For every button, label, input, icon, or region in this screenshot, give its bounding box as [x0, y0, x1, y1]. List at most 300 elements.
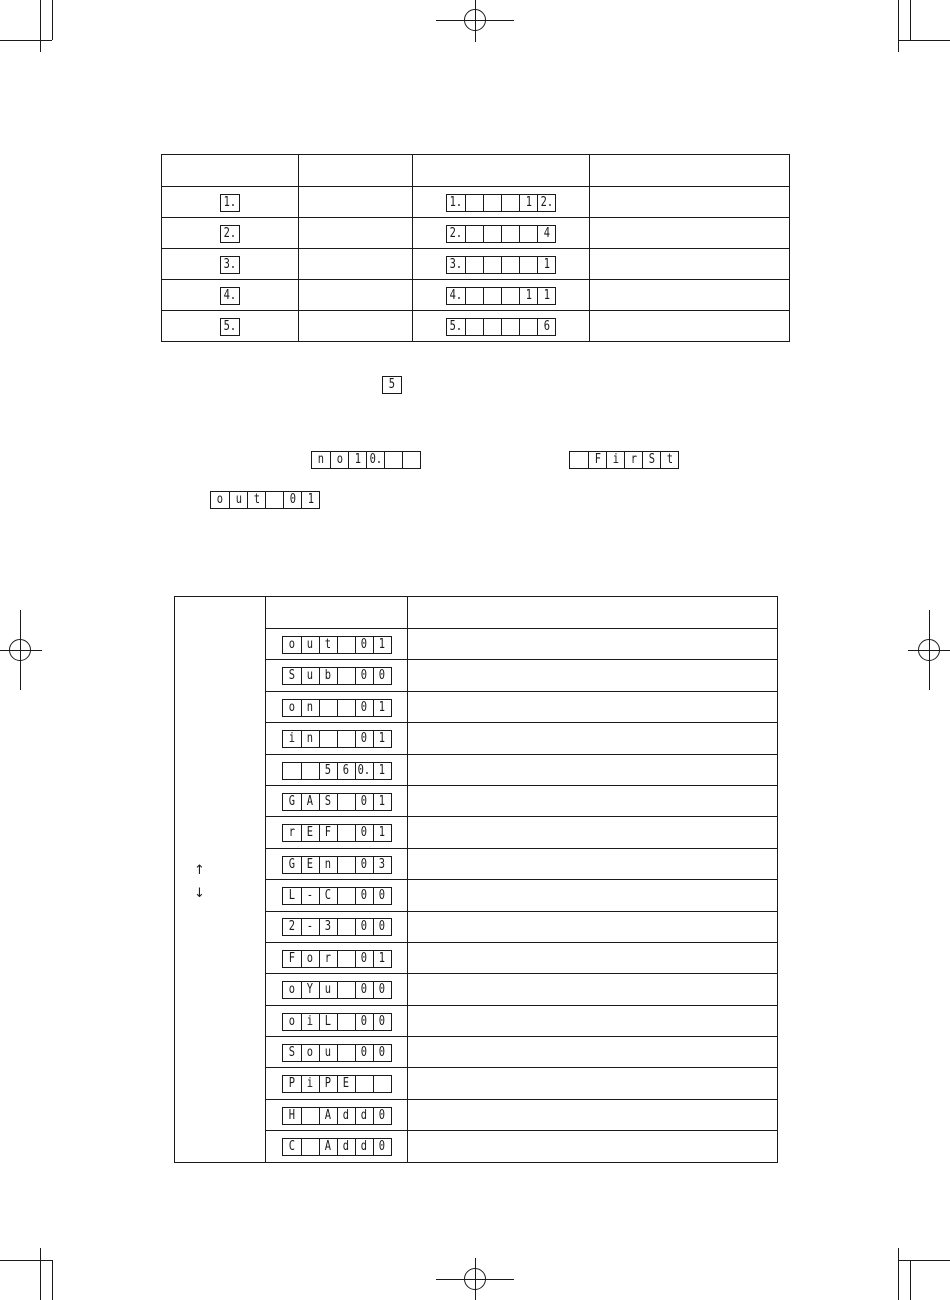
lcd-segment [355, 731, 373, 747]
lcd-char: E [306, 825, 314, 841]
lcd-segment [624, 452, 642, 468]
lcd-display [446, 287, 556, 305]
lcd-char: r [288, 825, 295, 841]
lcd-segment [355, 763, 373, 779]
lcd-char: r [630, 451, 637, 467]
lcd-char: b [324, 668, 332, 684]
table-cell [413, 187, 590, 218]
lcd-display [282, 950, 392, 968]
lcd-segment [384, 452, 402, 468]
lcd-char: A [324, 1139, 332, 1155]
lcd-char: u [306, 668, 314, 684]
lcd-display [282, 793, 392, 811]
lcd-segment [483, 288, 501, 304]
table-cell [590, 311, 790, 342]
lcd-char: A [324, 1107, 332, 1123]
lcd-char: o [306, 1045, 314, 1061]
table-cell [266, 629, 408, 660]
table-cell [266, 1099, 408, 1130]
table-cell [266, 1068, 408, 1099]
table-cell [408, 1099, 778, 1130]
lcd-segment [337, 1139, 355, 1155]
lcd-char: 0 [360, 950, 368, 966]
lcd-char: H [288, 1107, 295, 1123]
lcd-segment [465, 319, 483, 335]
lcd-segment [501, 257, 519, 273]
lcd-segment [447, 257, 465, 273]
lcd-char: o [306, 950, 314, 966]
lcd-segment [283, 951, 301, 967]
lcd-segment [301, 982, 319, 998]
lcd-segment [301, 492, 319, 508]
lcd-segment [337, 637, 355, 653]
lcd-char: 1. [223, 194, 237, 210]
lcd-segment [501, 319, 519, 335]
lcd-segment [570, 452, 588, 468]
lcd-segment [283, 825, 301, 841]
lcd-char: d [360, 1139, 368, 1155]
header-cell [408, 597, 778, 629]
lcd-segment [337, 1076, 355, 1092]
lcd-segment [337, 982, 355, 998]
lcd-segment [319, 731, 337, 747]
lcd-segment [319, 1076, 337, 1092]
lcd-char: n [306, 699, 314, 715]
lcd-segment [660, 452, 678, 468]
table-cell [266, 911, 408, 942]
table-cell [266, 880, 408, 911]
lcd-char: u [324, 1045, 332, 1061]
lcd-segment [373, 888, 391, 904]
table-cell [266, 817, 408, 848]
lcd-char: n [317, 451, 325, 467]
lcd-segment [373, 1108, 391, 1124]
lcd-char: i [612, 451, 619, 467]
lcd-segment [337, 1045, 355, 1061]
lcd-segment [355, 700, 373, 716]
lcd-segment [465, 288, 483, 304]
lcd-display [446, 318, 556, 336]
lcd-segment [373, 700, 391, 716]
lcd-char: 0 [378, 668, 386, 684]
lcd-char: 0 [360, 888, 368, 904]
lcd-display [382, 376, 402, 394]
table-row [175, 1037, 778, 1068]
lcd-char: F [324, 825, 332, 841]
lcd-segment [319, 1014, 337, 1030]
lcd-segment [283, 492, 301, 508]
header-cell [162, 155, 299, 187]
table-cell [299, 280, 413, 311]
table-cell [299, 311, 413, 342]
table-cell [266, 848, 408, 879]
lcd-segment [301, 763, 319, 779]
lcd-segment [337, 888, 355, 904]
table-cell [408, 1037, 778, 1068]
table-cell [408, 785, 778, 816]
lcd-segment [465, 257, 483, 273]
lcd-char: 0 [378, 888, 386, 904]
lcd-display [282, 1138, 392, 1156]
lcd-display [282, 667, 392, 685]
lcd-segment [283, 731, 301, 747]
lcd-char: 2 [288, 919, 295, 935]
lcd-segment [312, 452, 330, 468]
table-cell [590, 187, 790, 218]
lcd-char: 0 [360, 1013, 368, 1029]
lcd-char: 0 [378, 1139, 386, 1155]
lcd-char: o [288, 982, 295, 998]
lcd-char: Y [306, 982, 314, 998]
table-cell [408, 1005, 778, 1036]
table-cell [266, 1037, 408, 1068]
lcd-char: P [288, 1076, 295, 1092]
lcd-segment [319, 888, 337, 904]
lcd-segment [337, 1014, 355, 1030]
table-header-row [175, 597, 778, 629]
lcd-char: 2. [223, 225, 237, 241]
lcd-segment [373, 731, 391, 747]
lcd-display [282, 887, 392, 905]
table-row [175, 942, 778, 973]
lcd-char: 1 [525, 287, 532, 303]
lcd-segment [301, 1076, 319, 1092]
lcd-segment [319, 919, 337, 935]
lcd-char: d [342, 1107, 350, 1123]
lcd-segment [355, 919, 373, 935]
lcd-segment [373, 668, 391, 684]
lcd-char: o [336, 451, 343, 467]
lcd-char: 1 [307, 491, 314, 507]
table-cell [266, 974, 408, 1005]
lcd-segment [283, 794, 301, 810]
lcd-segment [337, 668, 355, 684]
lcd-char: t [666, 451, 673, 467]
table-cell [266, 1131, 408, 1162]
lcd-segment [283, 1014, 301, 1030]
lcd-char: d [342, 1139, 350, 1155]
lcd-segment [319, 1139, 337, 1155]
lcd-segment [229, 492, 247, 508]
lcd-char: 0 [360, 668, 368, 684]
lcd-segment [319, 637, 337, 653]
table-row [175, 817, 778, 848]
lcd-segment [483, 226, 501, 242]
lcd-char: o [288, 636, 295, 652]
lcd-segment [373, 637, 391, 653]
lcd-char: 5. [449, 318, 463, 334]
lcd-char: 0 [360, 982, 368, 998]
lcd-display [282, 824, 392, 842]
lcd-segment [483, 319, 501, 335]
lcd-char: 6 [342, 762, 350, 778]
lcd-segment [337, 1108, 355, 1124]
lcd-segment [221, 288, 239, 304]
lcd-char: 0 [360, 825, 368, 841]
table-cell [299, 249, 413, 280]
lcd-segment [283, 763, 301, 779]
lcd-segment [501, 226, 519, 242]
lcd-segment [337, 857, 355, 873]
lcd-segment [319, 1108, 337, 1124]
header-cell [413, 155, 590, 187]
lcd-display [282, 762, 392, 780]
lcd-segment [355, 794, 373, 810]
lcd-segment [337, 763, 355, 779]
lcd-char: 1 [378, 950, 386, 966]
lcd-segment [373, 794, 391, 810]
first-display [569, 449, 679, 469]
lcd-segment [283, 888, 301, 904]
lcd-segment [247, 492, 265, 508]
table-cell [413, 311, 590, 342]
lcd-segment [606, 452, 624, 468]
lcd-char: 3 [378, 856, 386, 872]
table-cell [408, 880, 778, 911]
table-cell [162, 280, 299, 311]
lcd-segment [319, 794, 337, 810]
lcd-char: n [306, 731, 314, 747]
lcd-char: 3. [223, 256, 237, 272]
lcd-segment [283, 982, 301, 998]
table-cell [408, 911, 778, 942]
lcd-segment [373, 825, 391, 841]
lcd-segment [283, 1108, 301, 1124]
lcd-char: 3 [324, 919, 332, 935]
lcd-char: r [324, 950, 332, 966]
lcd-char: 1. [449, 194, 463, 210]
lcd-segment [483, 257, 501, 273]
lcd-display [446, 256, 556, 274]
lcd-segment [373, 1045, 391, 1061]
lcd-char: u [324, 982, 332, 998]
table-row [175, 660, 778, 691]
lcd-char: t [324, 636, 332, 652]
lcd-segment [373, 1076, 391, 1092]
lcd-char: P [324, 1076, 332, 1092]
lcd-segment [221, 195, 239, 211]
lcd-segment [588, 452, 606, 468]
lcd-segment [283, 1076, 301, 1092]
lcd-segment [537, 288, 555, 304]
table-row [175, 1005, 778, 1036]
lcd-segment [355, 1108, 373, 1124]
lcd-segment [283, 1139, 301, 1155]
lcd-segment [301, 794, 319, 810]
lcd-segment [319, 951, 337, 967]
lcd-segment [301, 1045, 319, 1061]
lcd-segment [373, 857, 391, 873]
table-cell [413, 249, 590, 280]
table-cell [162, 249, 299, 280]
lcd-segment [283, 700, 301, 716]
lcd-char: 1 [378, 699, 386, 715]
table-row [175, 629, 778, 660]
lcd-segment [642, 452, 660, 468]
lcd-char: 0 [360, 793, 368, 809]
table-cell [408, 629, 778, 660]
lcd-char: 0 [360, 856, 368, 872]
lcd-segment [221, 226, 239, 242]
lcd-char: L [288, 888, 295, 904]
lcd-segment [319, 668, 337, 684]
lcd-char: 0 [360, 1045, 368, 1061]
table-row [175, 911, 778, 942]
lcd-char: - [306, 888, 314, 904]
lcd-segment [465, 195, 483, 211]
lcd-char: d [360, 1107, 368, 1123]
down-arrow-icon: ↓ [194, 886, 205, 901]
table-row [175, 691, 778, 722]
lcd-display [282, 1107, 392, 1125]
lcd-char: 0 [360, 731, 368, 747]
table-cell [408, 942, 778, 973]
table-cell [413, 280, 590, 311]
lcd-segment [373, 951, 391, 967]
lcd-char: 4. [449, 287, 463, 303]
table-row [175, 1131, 778, 1162]
lcd-display [282, 1013, 392, 1031]
lcd-display [282, 918, 392, 936]
lcd-char: 1 [525, 194, 532, 210]
lcd-segment [319, 857, 337, 873]
lcd-segment [355, 1014, 373, 1030]
lcd-segment [221, 257, 239, 273]
table-cell [266, 660, 408, 691]
lcd-segment [355, 951, 373, 967]
lcd-segment [537, 226, 555, 242]
lcd-char: C [324, 888, 332, 904]
lcd-char: 6 [543, 318, 550, 334]
table-cell [408, 1131, 778, 1162]
lcd-segment [265, 492, 283, 508]
table-cell [266, 754, 408, 785]
lcd-display [282, 730, 392, 748]
lcd-display [220, 287, 240, 305]
lcd-segment [402, 452, 420, 468]
lcd-segment [373, 919, 391, 935]
lcd-char: o [288, 1013, 295, 1029]
table-cell [408, 1068, 778, 1099]
lcd-segment [337, 951, 355, 967]
lcd-segment [519, 257, 537, 273]
lcd-segment [366, 452, 384, 468]
table-row [175, 848, 778, 879]
lcd-segment [519, 319, 537, 335]
header-cell [266, 597, 408, 629]
table-row [175, 974, 778, 1005]
lcd-segment [319, 1045, 337, 1061]
table-cell [299, 187, 413, 218]
lcd-segment [337, 731, 355, 747]
lcd-segment [348, 452, 366, 468]
lcd-display [446, 225, 556, 243]
lcd-char: 0 [378, 1107, 386, 1123]
lcd-char: S [324, 793, 332, 809]
table-cell [266, 942, 408, 973]
lcd-char: 0. [357, 762, 371, 778]
table-row [162, 187, 790, 218]
lcd-segment [447, 195, 465, 211]
lcd-char: i [306, 1013, 314, 1029]
lcd-display [311, 451, 421, 469]
lcd-char: 1 [543, 287, 550, 303]
table-cell [408, 817, 778, 848]
lcd-segment [355, 1045, 373, 1061]
lcd-display [282, 981, 392, 999]
lcd-segment [447, 226, 465, 242]
table-row [162, 311, 790, 342]
table-cell [266, 1005, 408, 1036]
lcd-segment [319, 982, 337, 998]
table-cell [266, 785, 408, 816]
table-cell [299, 218, 413, 249]
lcd-char: 5 [388, 376, 396, 392]
lcd-display [446, 194, 556, 212]
lcd-char: 5 [324, 762, 332, 778]
lcd-char: 1 [378, 793, 386, 809]
lcd-char: L [324, 1013, 332, 1029]
lcd-display [282, 636, 392, 654]
lcd-segment [330, 452, 348, 468]
lcd-char: 0 [378, 1045, 386, 1061]
lcd-char: o [216, 491, 224, 507]
lcd-segment [519, 195, 537, 211]
header-cell [299, 155, 413, 187]
lcd-segment [501, 195, 519, 211]
lcd-segment [283, 857, 301, 873]
lcd-segment [373, 763, 391, 779]
lcd-segment [301, 825, 319, 841]
lcd-char: S [288, 668, 295, 684]
lcd-segment [355, 1076, 373, 1092]
lcd-char: E [342, 1076, 350, 1092]
lcd-char: 2. [449, 225, 463, 241]
no-display [311, 449, 421, 469]
header-cell [590, 155, 790, 187]
lcd-display [282, 1044, 392, 1062]
lcd-segment [501, 288, 519, 304]
lcd-segment [301, 1108, 319, 1124]
lcd-segment [483, 195, 501, 211]
lcd-char: n [324, 856, 332, 872]
lcd-segment [221, 319, 239, 335]
lcd-display [220, 225, 240, 243]
table-row [162, 218, 790, 249]
lcd-segment [301, 668, 319, 684]
lcd-char: F [288, 950, 295, 966]
lcd-char: 0 [378, 982, 386, 998]
table-row [162, 280, 790, 311]
lcd-char: 0 [360, 636, 368, 652]
table-cell [413, 218, 590, 249]
lcd-segment [537, 319, 555, 335]
lcd-char: E [306, 856, 314, 872]
lcd-display [282, 856, 392, 874]
lcd-display [569, 451, 679, 469]
lcd-segment [355, 888, 373, 904]
lcd-char: S [648, 451, 655, 467]
table-cell [408, 848, 778, 879]
lcd-segment [373, 1014, 391, 1030]
lcd-char: i [288, 731, 295, 747]
key-five-display [382, 374, 402, 394]
lcd-segment [355, 1139, 373, 1155]
lcd-segment [373, 982, 391, 998]
up-arrow-icon: ↑ [194, 863, 205, 878]
table-row [162, 249, 790, 280]
lcd-char: - [306, 919, 314, 935]
